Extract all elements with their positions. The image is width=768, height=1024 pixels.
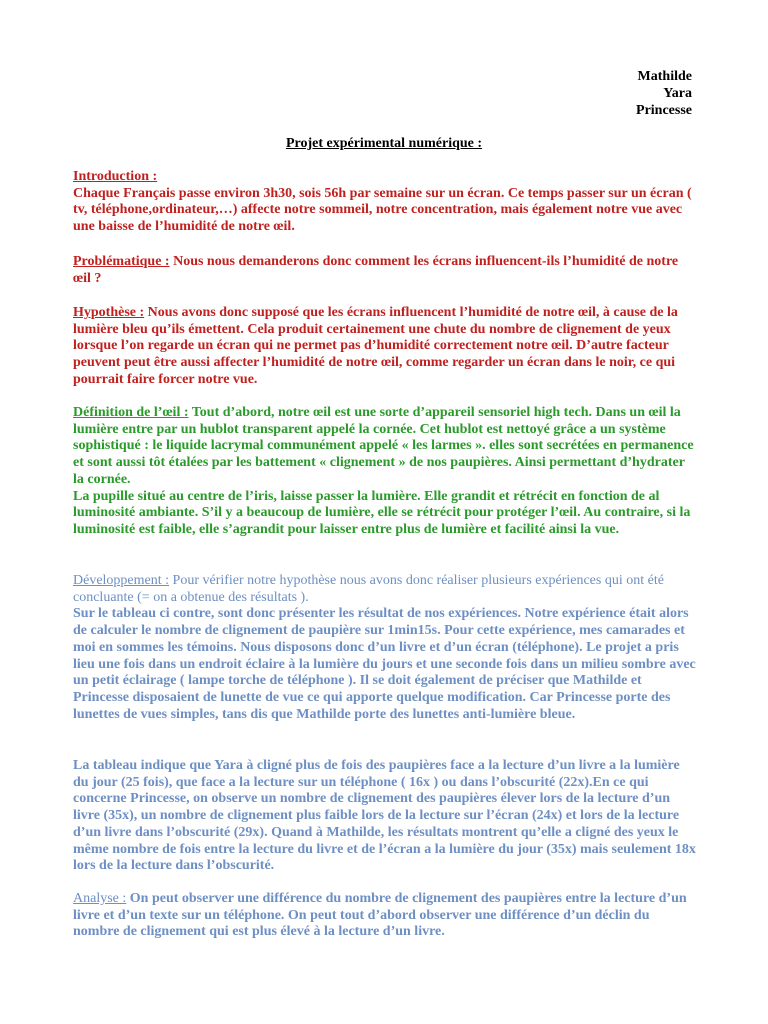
developpement-text-experience: Sur le tableau ci contre, sont donc présenter les résultat de nos expériences. Notre expérience était alors de calculer le nombre de clignement de paupière sur 1min15s. Pour cette expérience, mes camarades et moi en sommes les témoins. Nous disposons donc d’un livre et d’un écran (téléphone). Le projet a pris lieu une fois dans un endroit éclaire à la lumière du jours et une seconde fois dans un milieu sombre avec un petit éclairage ( lampe torche de téléphone ). Il se doit également de préciser que Mathilde et Princesse disposaient de lunette de vue ce qui apporte quelque modification. Car Princesse porte des lunettes de vues simples, tans dis que Mathilde porte des lunettes anti-lumière bleue. [73, 606, 696, 722]
problematique-section [73, 254, 697, 287]
hypothese-section [73, 305, 697, 389]
author-name: Yara [663, 86, 692, 101]
introduction-text: Chaque Français passe environ 3h30, sois 56h par semaine sur un écran. Ce temps passer sur un écran ( tv, téléphone,ordinateur,…) affecte notre sommeil, notre concentration, mais également notre vue avec une baisse de l’humidité de notre œil. [73, 185, 692, 235]
analyse-text: On peut observer une différence du nombre de clignement des paupières entre la lecture d’un livre et d’un texte sur un téléphone. On peut tout d’abord observer une différence d’un déclin du nombre de clignement qui est plus élevé à la lecture d’un livre. [73, 891, 687, 940]
author-list [636, 68, 692, 119]
author-name: Mathilde [637, 69, 692, 84]
definition-heading: Définition de l’œil : [73, 405, 189, 420]
definition-text: Tout d’abord, notre œil est une sorte d’appareil sensoriel high tech. Dans un œil la lumière entre par un hublot transparent appelé la cornée. Cet hublot est nettoyé grâce a un système sophistiqué : le liquide lacrymal communément appelé « les larmes ». elles sont secrétées en permanence et sont aussi tôt étalées par les battement « clignement » de nos paupières. Ainsi permettant d’hydrater la cornée. [73, 405, 694, 487]
tableau-text: La tableau indique que Yara à cligné plus de fois des paupières face a la lecture d’un livre a la lumière du jour (25 fois), que face a la lecture sur un téléphone ( 16x ) ou dans l’obscurité (22x).En ce qui concerne Princesse, on observe un nombre de clignement des paupières élever lors de la lecture d’un livre (35x), un nombre de clignement plus faible lors de la lecture sur l’écran (24x) et lors de la lecture d’un livre dans l’obscurité (29x). Quand à Mathilde, les résultats montrent qu’elle a cligné des yeux le même nombre de fois entre la lecture du livre et de l’écran a la lumière du jour (35x) mais seulement 18x lors de la lecture dans l’obscurité. [73, 758, 696, 874]
problematique-heading: Problématique : [73, 254, 170, 269]
tableau-section [73, 758, 697, 875]
author-name: Princesse [636, 103, 692, 118]
document-title: Projet expérimental numérique : [285, 136, 483, 151]
developpement-heading: Développement : [73, 573, 170, 588]
analyse-heading: Analyse : [73, 891, 127, 906]
developpement-section [73, 573, 697, 723]
hypothese-text: Nous avons donc supposé que les écrans influencent l’humidité de notre œil, à cause de la lumière bleu qu’ils émettent. Cela produit certainement une chute du nombre de clignement de yeux lorsque l’on regarde un écran qui ne permet pas d’humidité correctement notre œil. D’autre facteur peuvent peut être aussi affecter l’humidité de notre œil, comme regarder un écran dans le noir, ce qui pourrait faire forcer notre vue. [73, 305, 678, 387]
developpement-text: Pour vérifier notre hypothèse nous avons donc réaliser plusieurs expériences qui ont été concluante (= on a obtenue des résultats ). [73, 573, 664, 605]
definition-section [73, 405, 697, 539]
introduction-heading: Introduction : [73, 169, 158, 184]
analyse-section [73, 891, 697, 941]
hypothese-heading: Hypothèse : [73, 305, 145, 320]
introduction-section [73, 169, 697, 236]
problematique-text: Nous nous demanderons donc comment les écrans influencent-ils l’humidité de notre œil ? [73, 254, 679, 286]
definition-text-pupil: La pupille situé au centre de l’iris, laisse passer la lumière. Elle grandit et rétrécit en fonction de al luminosité ambiante. S’il y a beaucoup de lumière, elle se rétrécit pour protéger l’œil. Au contraire, si la luminosité est faible, elle s’agrandit pour laisser entre plus de lumière et facilité ainsi la vue. [73, 488, 691, 537]
